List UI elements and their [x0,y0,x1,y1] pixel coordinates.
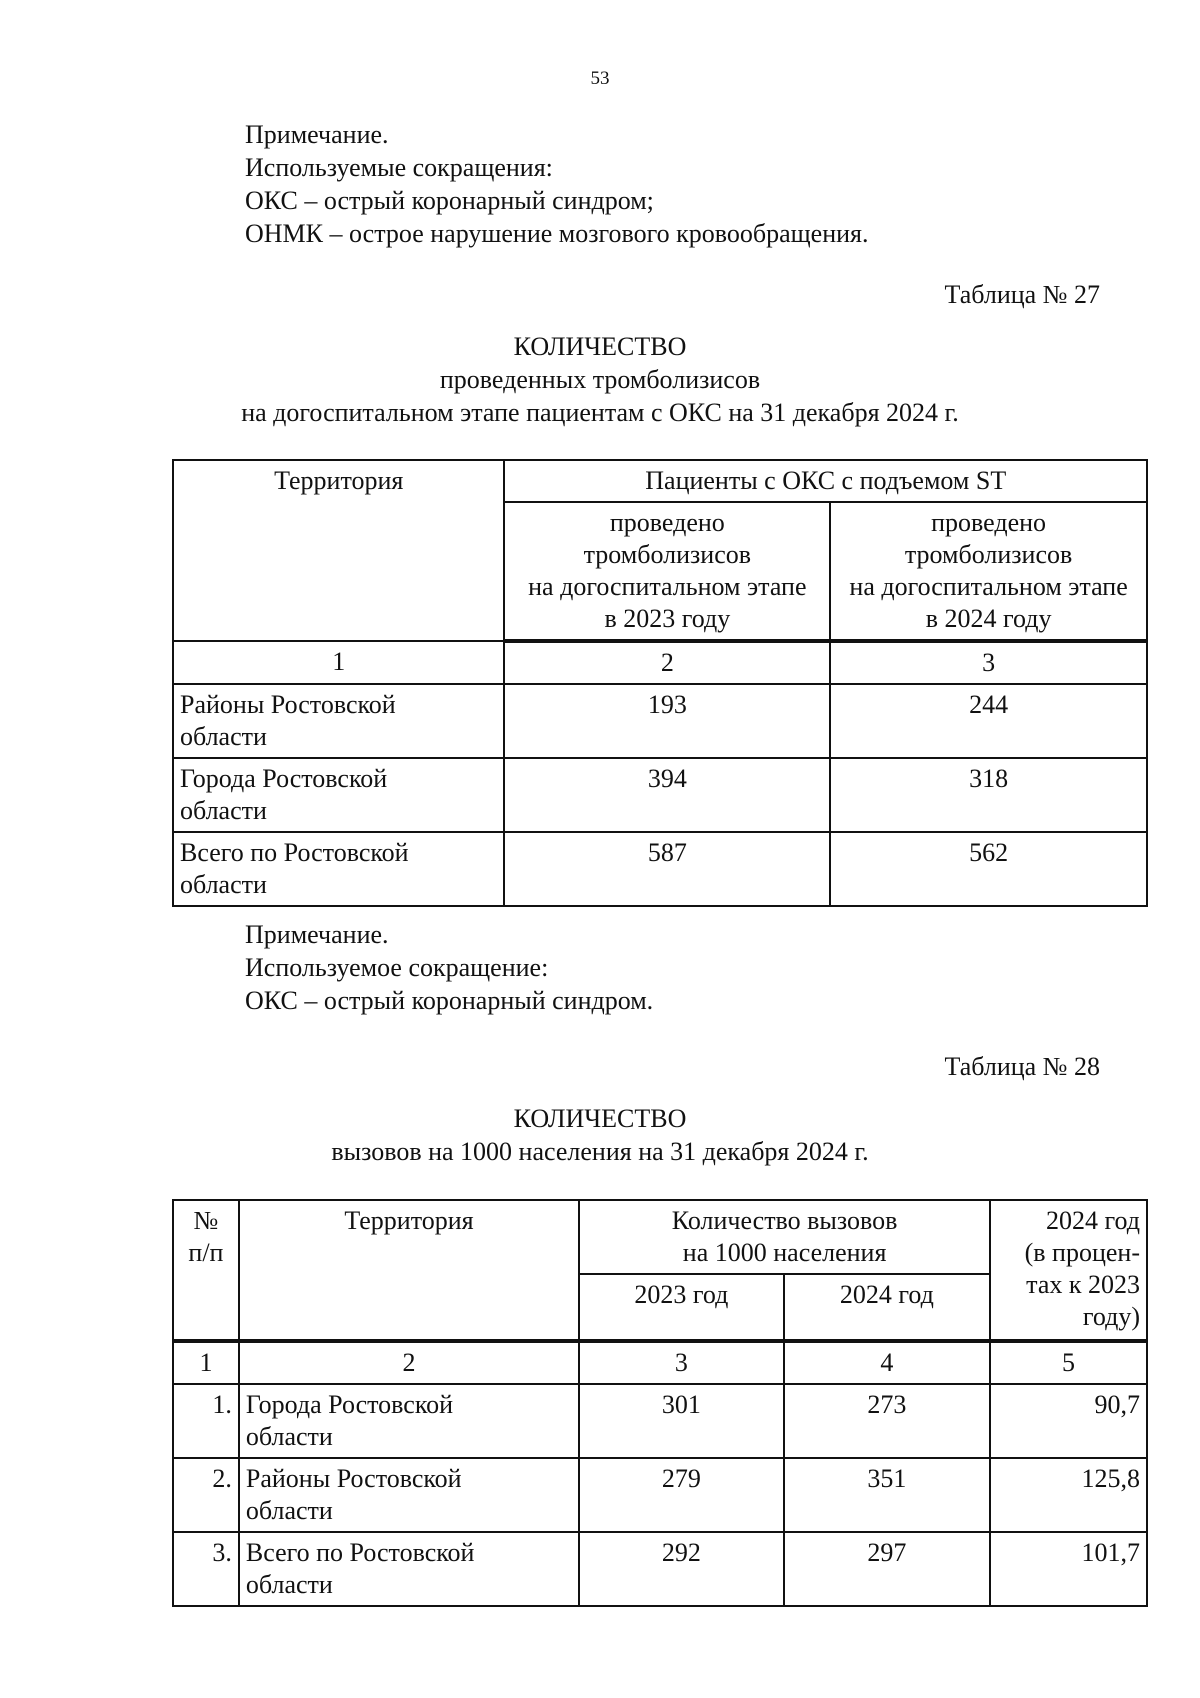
territory-line: области [245,1422,333,1451]
header-group: Пациенты с ОКС с подъемом ST [504,460,1147,502]
header-line: п/п [188,1238,224,1267]
page-number: 53 [590,68,610,89]
note-subheading: Используемые сокращения: [245,153,553,182]
header-2023: 2023 год [579,1274,783,1341]
title-sub: на догоспитальном этапе пациентам с ОКС на 31 декабря 2024 г. [241,398,959,427]
value-2024: 244 [830,684,1147,758]
value-2023: 279 [579,1458,783,1532]
header-num [173,1200,239,1341]
column-number: 1 [173,641,504,684]
header-2024 [830,502,1147,641]
header-territory: Территория [239,1200,579,1341]
value-2024: 562 [830,832,1147,906]
territory-line: Районы Ростовской [180,690,396,719]
table-28-label: Таблица № 28 [944,1052,1100,1081]
table-row [173,684,1147,758]
value-percent: 125,8 [990,1458,1147,1532]
header-line: в 2024 году [925,604,1052,633]
table-row [173,1458,1147,1532]
table-27-title [0,330,1200,429]
header-2023 [504,502,830,641]
header-line: (в процен- [1024,1238,1140,1267]
header-line: № [193,1206,219,1235]
territory-line: Города Ростовской [245,1390,454,1419]
territory-cell [173,832,504,906]
territory-cell [239,1384,579,1458]
header-group [579,1200,990,1274]
territory-cell [173,758,504,832]
header-line: на догоспитальном этапе [849,572,1128,601]
territory-line: области [180,796,267,825]
column-number: 2 [504,641,830,684]
row-number: 1. [173,1384,239,1458]
territory-line: области [245,1496,333,1525]
territory-line: Города Ростовской [180,764,388,793]
row-number: 2. [173,1458,239,1532]
value-2023: 587 [504,832,830,906]
note-heading: Примечание. [245,120,389,149]
title-sub: вызовов на 1000 населения на 31 декабря 2024 г. [331,1137,869,1166]
territory-line: области [180,870,267,899]
note-heading: Примечание. [245,920,389,949]
table-27 [172,459,1148,907]
territory-line: Всего по Ростовской [245,1538,475,1567]
value-percent: 90,7 [990,1384,1147,1458]
note-block-2 [245,918,653,1017]
column-number: 3 [830,641,1147,684]
title-main: КОЛИЧЕСТВО [513,332,687,361]
column-number: 4 [784,1341,990,1384]
header-line: тромболизисов [904,540,1073,569]
column-numbers-row [173,641,1147,684]
header-line: году) [1082,1302,1140,1331]
note-subheading: Используемое сокращение: [245,953,549,982]
territory-cell [239,1532,579,1606]
header-line: проведено [931,508,1047,537]
header-line: в 2023 году [604,604,731,633]
header-line: на догоспитальном этапе [528,572,807,601]
column-numbers-row [173,1341,1147,1384]
table-28-title [0,1102,1200,1168]
value-2024: 273 [784,1384,990,1458]
column-number: 1 [173,1341,239,1384]
header-2024: 2024 год [784,1274,990,1341]
table-27-label: Таблица № 27 [944,280,1100,309]
value-percent: 101,7 [990,1532,1147,1606]
row-number: 3. [173,1532,239,1606]
table-row [173,1384,1147,1458]
column-number: 5 [990,1341,1147,1384]
header-line: на 1000 населения [682,1238,887,1267]
column-number: 2 [239,1341,579,1384]
note-line: ОНМК – острое нарушение мозгового кровообращения. [245,219,869,248]
table-row [173,1532,1147,1606]
note-line: ОКС – острый коронарный синдром. [245,986,654,1015]
title-main: КОЛИЧЕСТВО [513,1104,687,1133]
territory-cell [173,684,504,758]
territory-line: области [180,722,267,751]
value-2024: 318 [830,758,1147,832]
header-line: проведено [609,508,725,537]
title-sub: проведенных тромболизисов [439,365,761,394]
value-2023: 394 [504,758,830,832]
territory-cell [239,1458,579,1532]
header-line: тах к 2023 [1026,1270,1140,1299]
value-2024: 351 [784,1458,990,1532]
column-number: 3 [579,1341,783,1384]
value-2023: 292 [579,1532,783,1606]
territory-line: области [245,1570,333,1599]
header-percent [990,1200,1147,1341]
note-block-1 [245,118,868,250]
note-line: ОКС – острый коронарный синдром; [245,186,654,215]
value-2023: 301 [579,1384,783,1458]
territory-line: Районы Ростовской [245,1464,462,1493]
value-2023: 193 [504,684,830,758]
table-row [173,758,1147,832]
header-line: 2024 год [1046,1206,1140,1235]
header-territory: Территория [173,460,504,641]
value-2024: 297 [784,1532,990,1606]
table-row [173,832,1147,906]
header-line: тромболизисов [583,540,752,569]
header-line: Количество вызовов [671,1206,898,1235]
table-28 [172,1199,1148,1607]
territory-line: Всего по Ростовской [180,838,409,867]
